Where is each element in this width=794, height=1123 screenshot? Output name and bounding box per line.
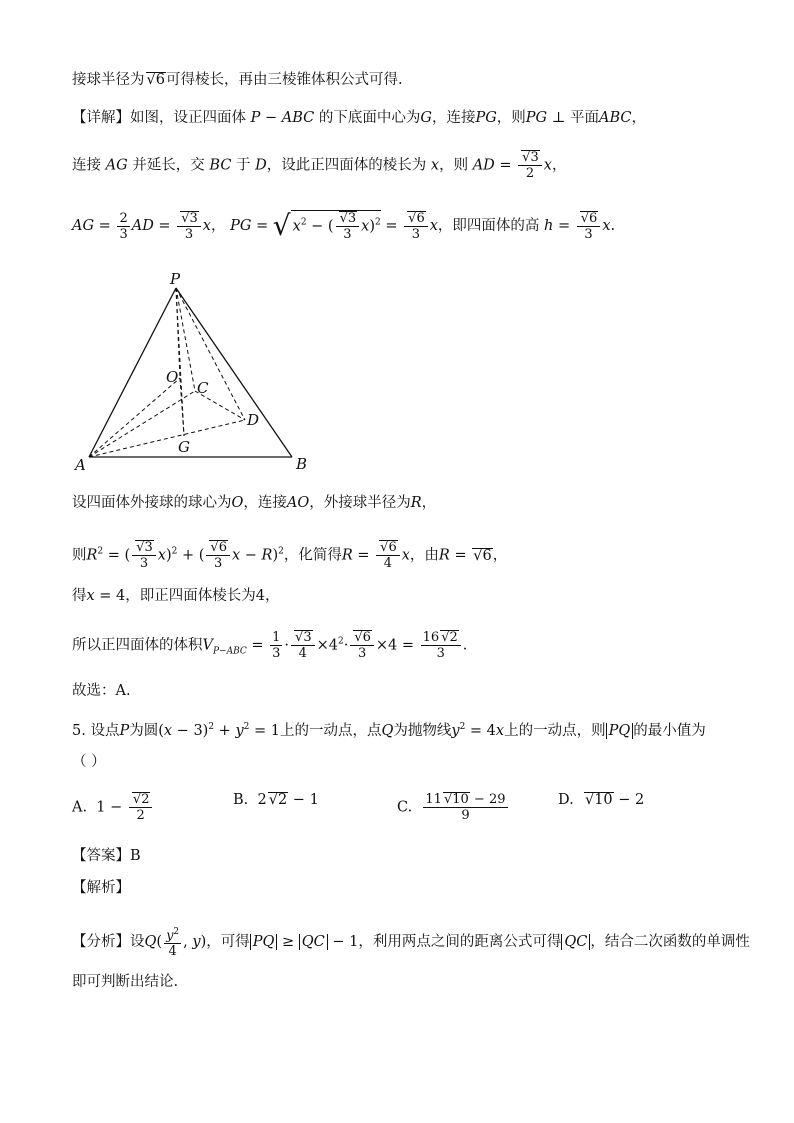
text: 的下底面中心为 — [318, 110, 421, 126]
option-letter: D. — [558, 792, 574, 808]
text: 于 — [236, 157, 251, 174]
label-a: A — [75, 456, 86, 474]
text: 5. 设点 — [72, 722, 120, 739]
text-line-1: 接球半径为√ 6可得棱长，再由三棱锥体积公式可得. — [72, 70, 403, 90]
text-line-2: 【详解】如图，设正四面体 P − ABC 的下底面中心为G，连接PG，则PG ⊥ 平面ABC， — [72, 110, 646, 126]
text: ，由 — [409, 547, 439, 564]
text: 即可判断出结论. — [72, 974, 179, 990]
text: ，利用两点之间的距离公式可得 — [358, 934, 562, 951]
text: 所以正四面体的体积 — [72, 637, 203, 654]
text-line-8: 得x = 4，即正四面体棱长为4， — [72, 588, 280, 604]
analysis-tag: 【分析】 — [72, 934, 130, 951]
text: 得 — [72, 588, 87, 604]
analysis-heading — [72, 878, 130, 898]
text: 并延长，交 — [132, 157, 205, 174]
label-p: P — [170, 270, 181, 288]
label-c: C — [197, 379, 209, 397]
text: ，连接 — [431, 110, 476, 126]
text: 故选：A. — [72, 683, 131, 699]
text-line-7: 则$R^2$ = ( √ $\frac{3}{3}$ x)$^2$ + ( √ $\frac{6}{3}$ x − R)$^2$，化简得R = √ $\frac{6}{4}$ x，由R = √ 6， — [72, 540, 507, 571]
text: ，结合二次函数的单调性 — [590, 934, 750, 951]
label-g: G — [178, 438, 190, 456]
text: ，即四面体的高 — [437, 218, 540, 234]
text: 的最小值为 — [633, 722, 706, 739]
text: 上的一动点，则 — [504, 722, 606, 739]
option-b[interactable]: B. 2√ 2 − 1 — [233, 792, 319, 808]
text: 可得棱长，再由三棱锥体积公式可得. — [165, 72, 403, 88]
text: 设 — [130, 934, 145, 951]
text: 平面 — [570, 110, 599, 126]
question-blank — [72, 752, 106, 772]
text: 为抛物线 — [393, 722, 452, 739]
text: 为圆 — [129, 722, 159, 739]
text: ，化简得 — [283, 547, 342, 564]
detail-tag: 【详解】 — [72, 110, 130, 126]
text: 则 — [72, 547, 87, 564]
option-letter: B. — [233, 792, 249, 808]
answer-choice-line — [72, 681, 131, 701]
option-letter: C. — [397, 799, 413, 816]
label-d: D — [247, 411, 260, 429]
text-line-6: 设四面体外接球的球心为O，连接AO，外接球半径为R， — [72, 495, 437, 511]
text: ，设此正四面体的棱长为 — [266, 157, 427, 174]
option-c[interactable]: C. $\frac{11√ 10 - 29}{9}$ — [397, 792, 510, 823]
answer-value: B — [130, 848, 141, 864]
text: ，可得 — [206, 934, 250, 951]
question-5: 5. 设点P为圆$(x - 3)^2 + y^2 = 1$上的一动点，点Q为抛物线$y^2 = 4x$上的一动点，则 PQ 的最小值为 — [72, 722, 706, 739]
label-o: O — [166, 368, 179, 386]
text: ，连接 — [243, 495, 287, 511]
option-a[interactable]: A. 1 − √ $\frac{2}{2}$ — [72, 792, 154, 823]
text: 设四面体外接球的球心为 — [72, 495, 232, 511]
text: 连接 — [72, 157, 101, 174]
option-d[interactable]: D. √ 10 − 2 — [558, 792, 644, 808]
label-b: B — [296, 455, 308, 473]
text: （ ） — [72, 754, 106, 770]
text: ，则 — [496, 110, 526, 126]
text-line-9: 所以正四面体的体积$V_{P-ABC}$ = $\frac{1}{3}$ · √ $\frac{3}{4}$ $\times 4^2\cdot$ √ $\frac{6}{3}$ ×4 = $\frac{16√ 2}{3}$ . — [72, 630, 467, 661]
option-letter: A. — [72, 799, 88, 816]
analysis-line-1: 【分析】设Q( $\frac{y^2}{4}$ , y)，可得 PQ ≥ QC − 1，利用两点之间的距离公式可得 QC ，结合二次函数的单调性 — [72, 927, 750, 960]
text: 如图，设正四面体 — [130, 110, 246, 126]
text: 接球半径为 — [72, 72, 145, 88]
tetrahedron-figure — [70, 270, 330, 475]
analysis-line-2 — [72, 972, 178, 992]
answer-line — [72, 846, 141, 866]
text: ，则 — [439, 157, 469, 174]
answer-tag: 【答案】 — [72, 848, 130, 864]
text: 上的一动点，点 — [279, 722, 382, 739]
text: ，即正四面体棱长为 — [125, 588, 256, 604]
text: 【解析】 — [72, 880, 130, 896]
text-line-3: 连接 AG 并延长，交 BC 于 D，设此正四面体的棱长为 x，则 AD = √ $\frac{3}{2}$ x， — [72, 150, 566, 181]
text-line-4: AG = $\frac{2}{3}$ AD = √ $\frac{3}{3}$ x， PG = √ $x^2$ − ( √ $\frac{3}{3}$ x)$^2$ = √ $\frac{6}{3}$ x，即四面体的高 h = √ $\frac{6}{3}$ x. — [72, 210, 615, 242]
text: ，外接球半径为 — [309, 495, 411, 511]
